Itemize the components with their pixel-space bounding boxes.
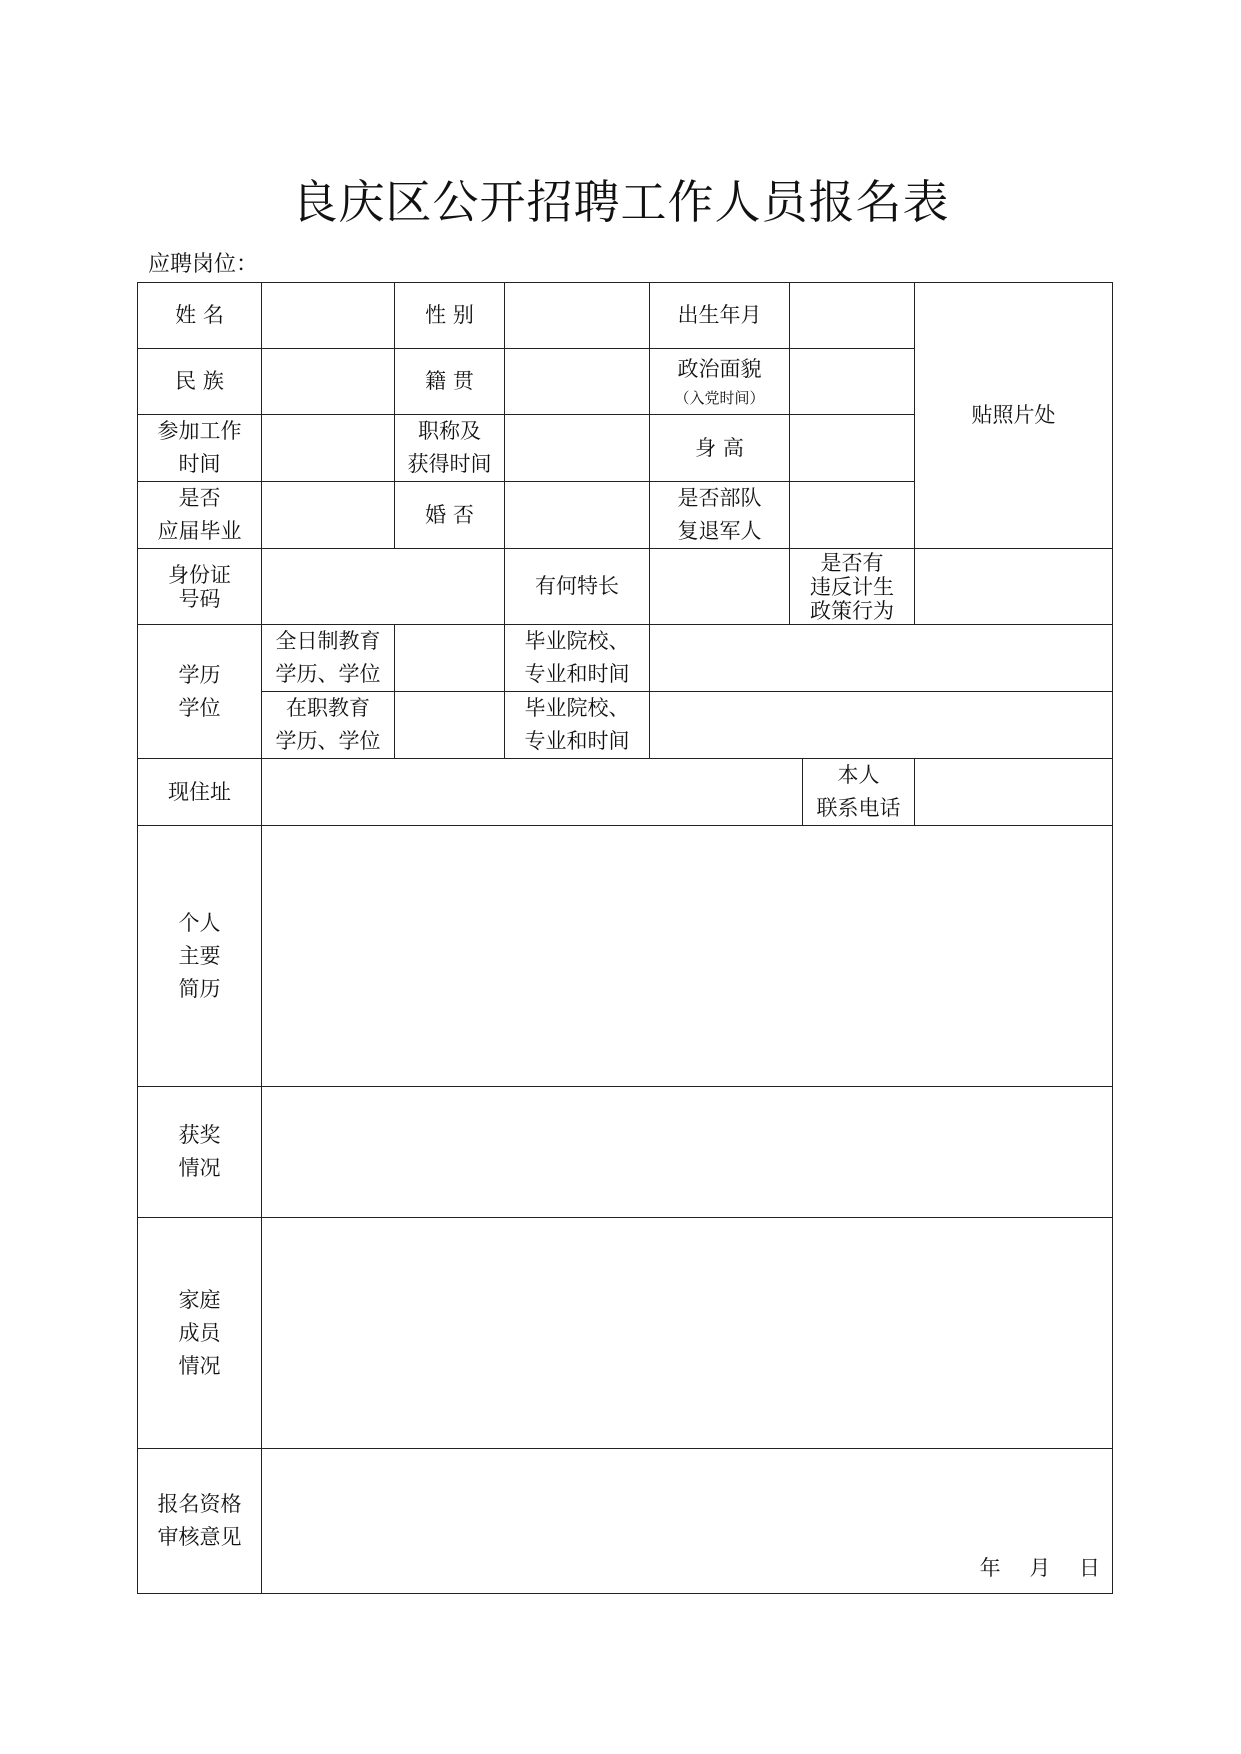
form-title: 良庆区公开招聘工作人员报名表 — [291, 175, 950, 229]
name-field[interactable] — [262, 283, 395, 349]
veteran-label: 是否部队 复退军人 — [650, 482, 790, 549]
title-time-field[interactable] — [505, 415, 650, 482]
photo-area[interactable]: 贴照片处 — [915, 283, 1113, 549]
education-label: 学历 学位 — [138, 625, 262, 759]
family-planning-label: 是否有 违反计生 政策行为 — [790, 549, 915, 625]
specialty-label: 有何特长 — [505, 549, 650, 625]
native-place-label: 籍 贯 — [395, 349, 505, 415]
school-2-label: 毕业院校、 专业和时间 — [505, 692, 650, 759]
family-label: 家庭 成员 情况 — [138, 1218, 262, 1449]
specialty-field[interactable] — [650, 549, 790, 625]
family-planning-field[interactable] — [915, 549, 1113, 625]
school-2-field[interactable] — [650, 692, 1113, 759]
fulltime-edu-label: 全日制教育 学历、学位 — [262, 625, 395, 692]
resume-field[interactable] — [262, 826, 1113, 1087]
registration-form-table — [137, 282, 1113, 1594]
native-place-field[interactable] — [505, 349, 650, 415]
gender-field[interactable] — [505, 283, 650, 349]
family-field[interactable] — [262, 1218, 1113, 1449]
marital-field[interactable] — [505, 482, 650, 549]
marital-label: 婚 否 — [395, 482, 505, 549]
ethnicity-label: 民 族 — [138, 349, 262, 415]
review-label: 报名资格 审核意见 — [138, 1449, 262, 1594]
political-status-label: 政治面貌 （入党时间） — [650, 349, 790, 415]
awards-label: 获奖 情况 — [138, 1087, 262, 1218]
birth-field[interactable] — [790, 283, 915, 349]
position-label: 应聘岗位： — [148, 252, 259, 277]
phone-field[interactable] — [915, 759, 1113, 826]
fulltime-edu-field[interactable] — [395, 625, 505, 692]
title-time-label: 职称及 获得时间 — [395, 415, 505, 482]
address-label: 现住址 — [138, 759, 262, 826]
id-number-label: 身份证 号码 — [138, 549, 262, 625]
fresh-grad-field[interactable] — [262, 482, 395, 549]
inservice-edu-label: 在职教育 学历、学位 — [262, 692, 395, 759]
birth-label: 出生年月 — [650, 283, 790, 349]
work-start-label: 参加工作 时间 — [138, 415, 262, 482]
phone-label: 本人 联系电话 — [803, 759, 915, 826]
review-date: 年 月 日 — [979, 1556, 1100, 1580]
fresh-grad-label: 是否 应届毕业 — [138, 482, 262, 549]
inservice-edu-field[interactable] — [395, 692, 505, 759]
ethnicity-field[interactable] — [262, 349, 395, 415]
id-number-field[interactable] — [262, 549, 505, 625]
review-field[interactable] — [262, 1449, 1113, 1594]
gender-label: 性 别 — [395, 283, 505, 349]
political-status-field[interactable] — [790, 349, 915, 415]
veteran-field[interactable] — [790, 482, 915, 549]
name-label: 姓 名 — [138, 283, 262, 349]
work-start-field[interactable] — [262, 415, 395, 482]
height-field[interactable] — [790, 415, 915, 482]
school-1-field[interactable] — [650, 625, 1113, 692]
awards-field[interactable] — [262, 1087, 1113, 1218]
height-label: 身 高 — [650, 415, 790, 482]
school-1-label: 毕业院校、 专业和时间 — [505, 625, 650, 692]
resume-label: 个人 主要 简历 — [138, 826, 262, 1087]
address-field[interactable] — [262, 759, 803, 826]
political-status-sublabel: （入党时间） — [674, 389, 765, 407]
